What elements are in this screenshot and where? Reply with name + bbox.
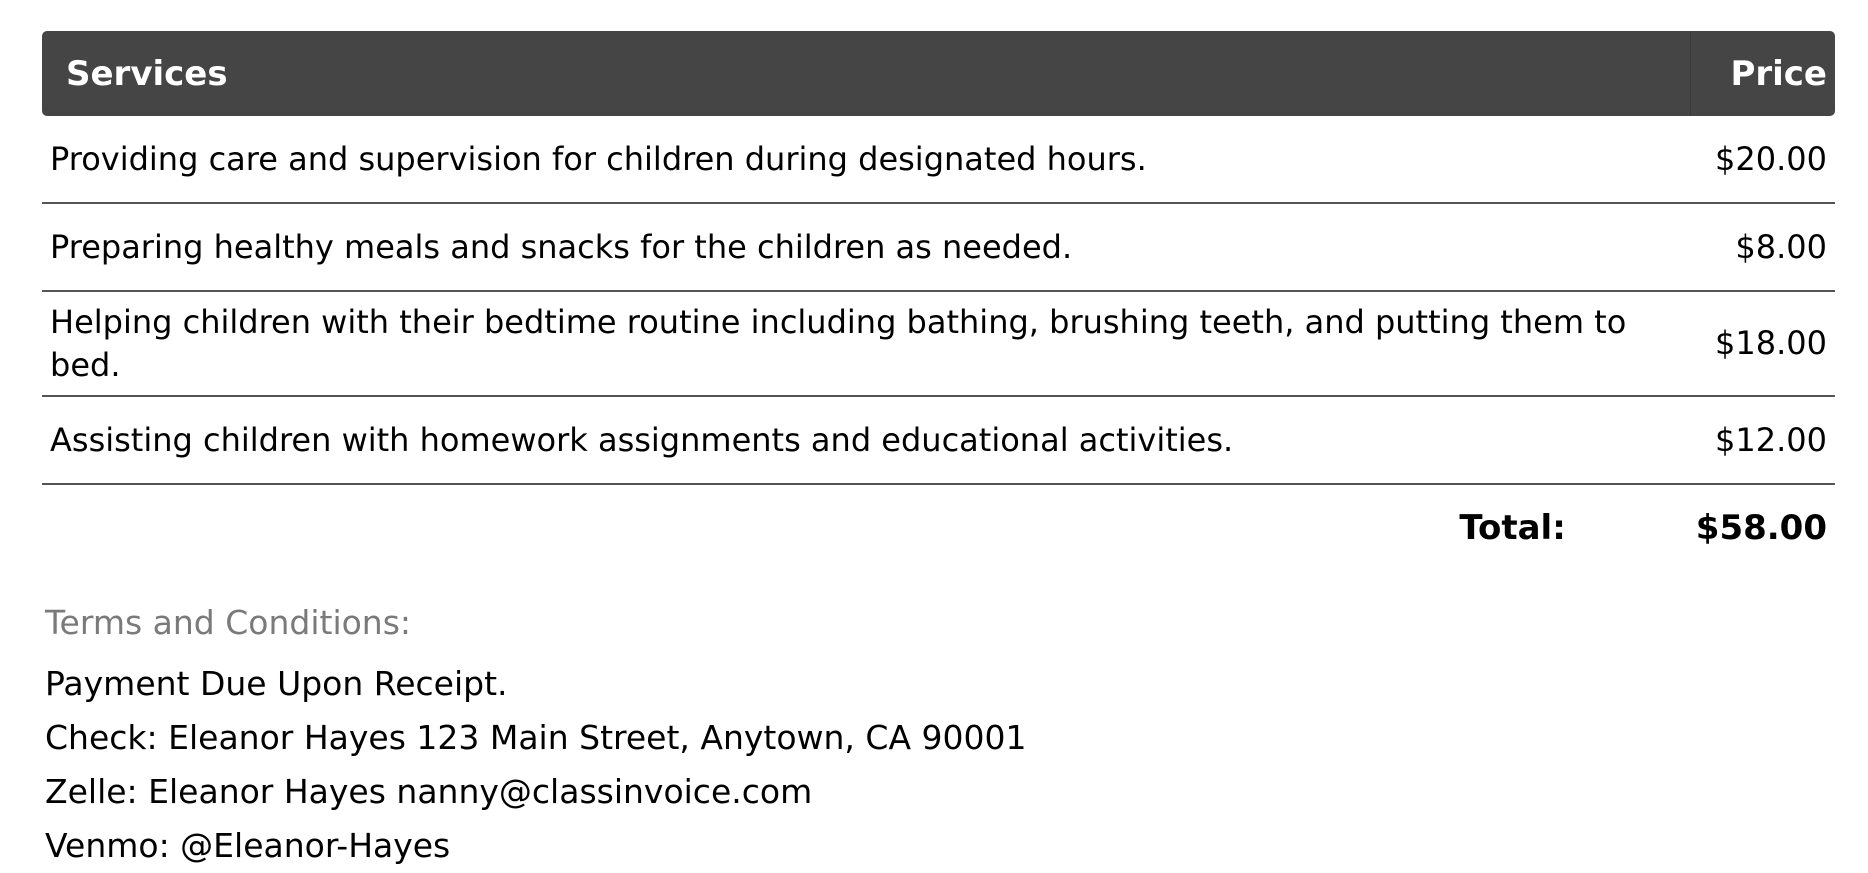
total-value: $58.00 bbox=[1695, 507, 1827, 548]
total-row bbox=[42, 485, 1835, 570]
service-price: $18.00 bbox=[1715, 324, 1827, 362]
table-row bbox=[42, 292, 1835, 397]
table-row bbox=[42, 204, 1835, 292]
service-description: Assisting children with homework assignments and educational activities. bbox=[50, 420, 1234, 459]
services-column-header: Services bbox=[42, 31, 1691, 116]
table-row bbox=[42, 116, 1835, 204]
table-row bbox=[42, 397, 1835, 485]
price-column-header: Price bbox=[1730, 53, 1827, 94]
services-table bbox=[42, 31, 1835, 570]
total-label: Total: bbox=[1459, 507, 1566, 548]
table-header bbox=[42, 31, 1835, 116]
terms-line-zelle: Zelle: Eleanor Hayes nanny@classinvoice.com bbox=[45, 772, 813, 811]
service-price: $20.00 bbox=[1715, 139, 1827, 178]
terms-line-payment-due: Payment Due Upon Receipt. bbox=[45, 664, 508, 703]
service-price: $12.00 bbox=[1715, 420, 1827, 459]
terms-line-venmo: Venmo: @Eleanor-Hayes bbox=[45, 826, 451, 865]
terms-heading: Terms and Conditions: bbox=[45, 603, 412, 642]
service-description: Helping children with their bedtime routine including bathing, brushing teeth, and putting them to bed. bbox=[50, 302, 1627, 384]
terms-section bbox=[45, 603, 1027, 873]
service-description: Preparing healthy meals and snacks for the children as needed. bbox=[50, 227, 1073, 266]
service-description: Providing care and supervision for children during designated hours. bbox=[50, 139, 1147, 178]
terms-line-check: Check: Eleanor Hayes 123 Main Street, Anytown, CA 90001 bbox=[45, 718, 1027, 757]
service-price: $8.00 bbox=[1735, 227, 1827, 266]
